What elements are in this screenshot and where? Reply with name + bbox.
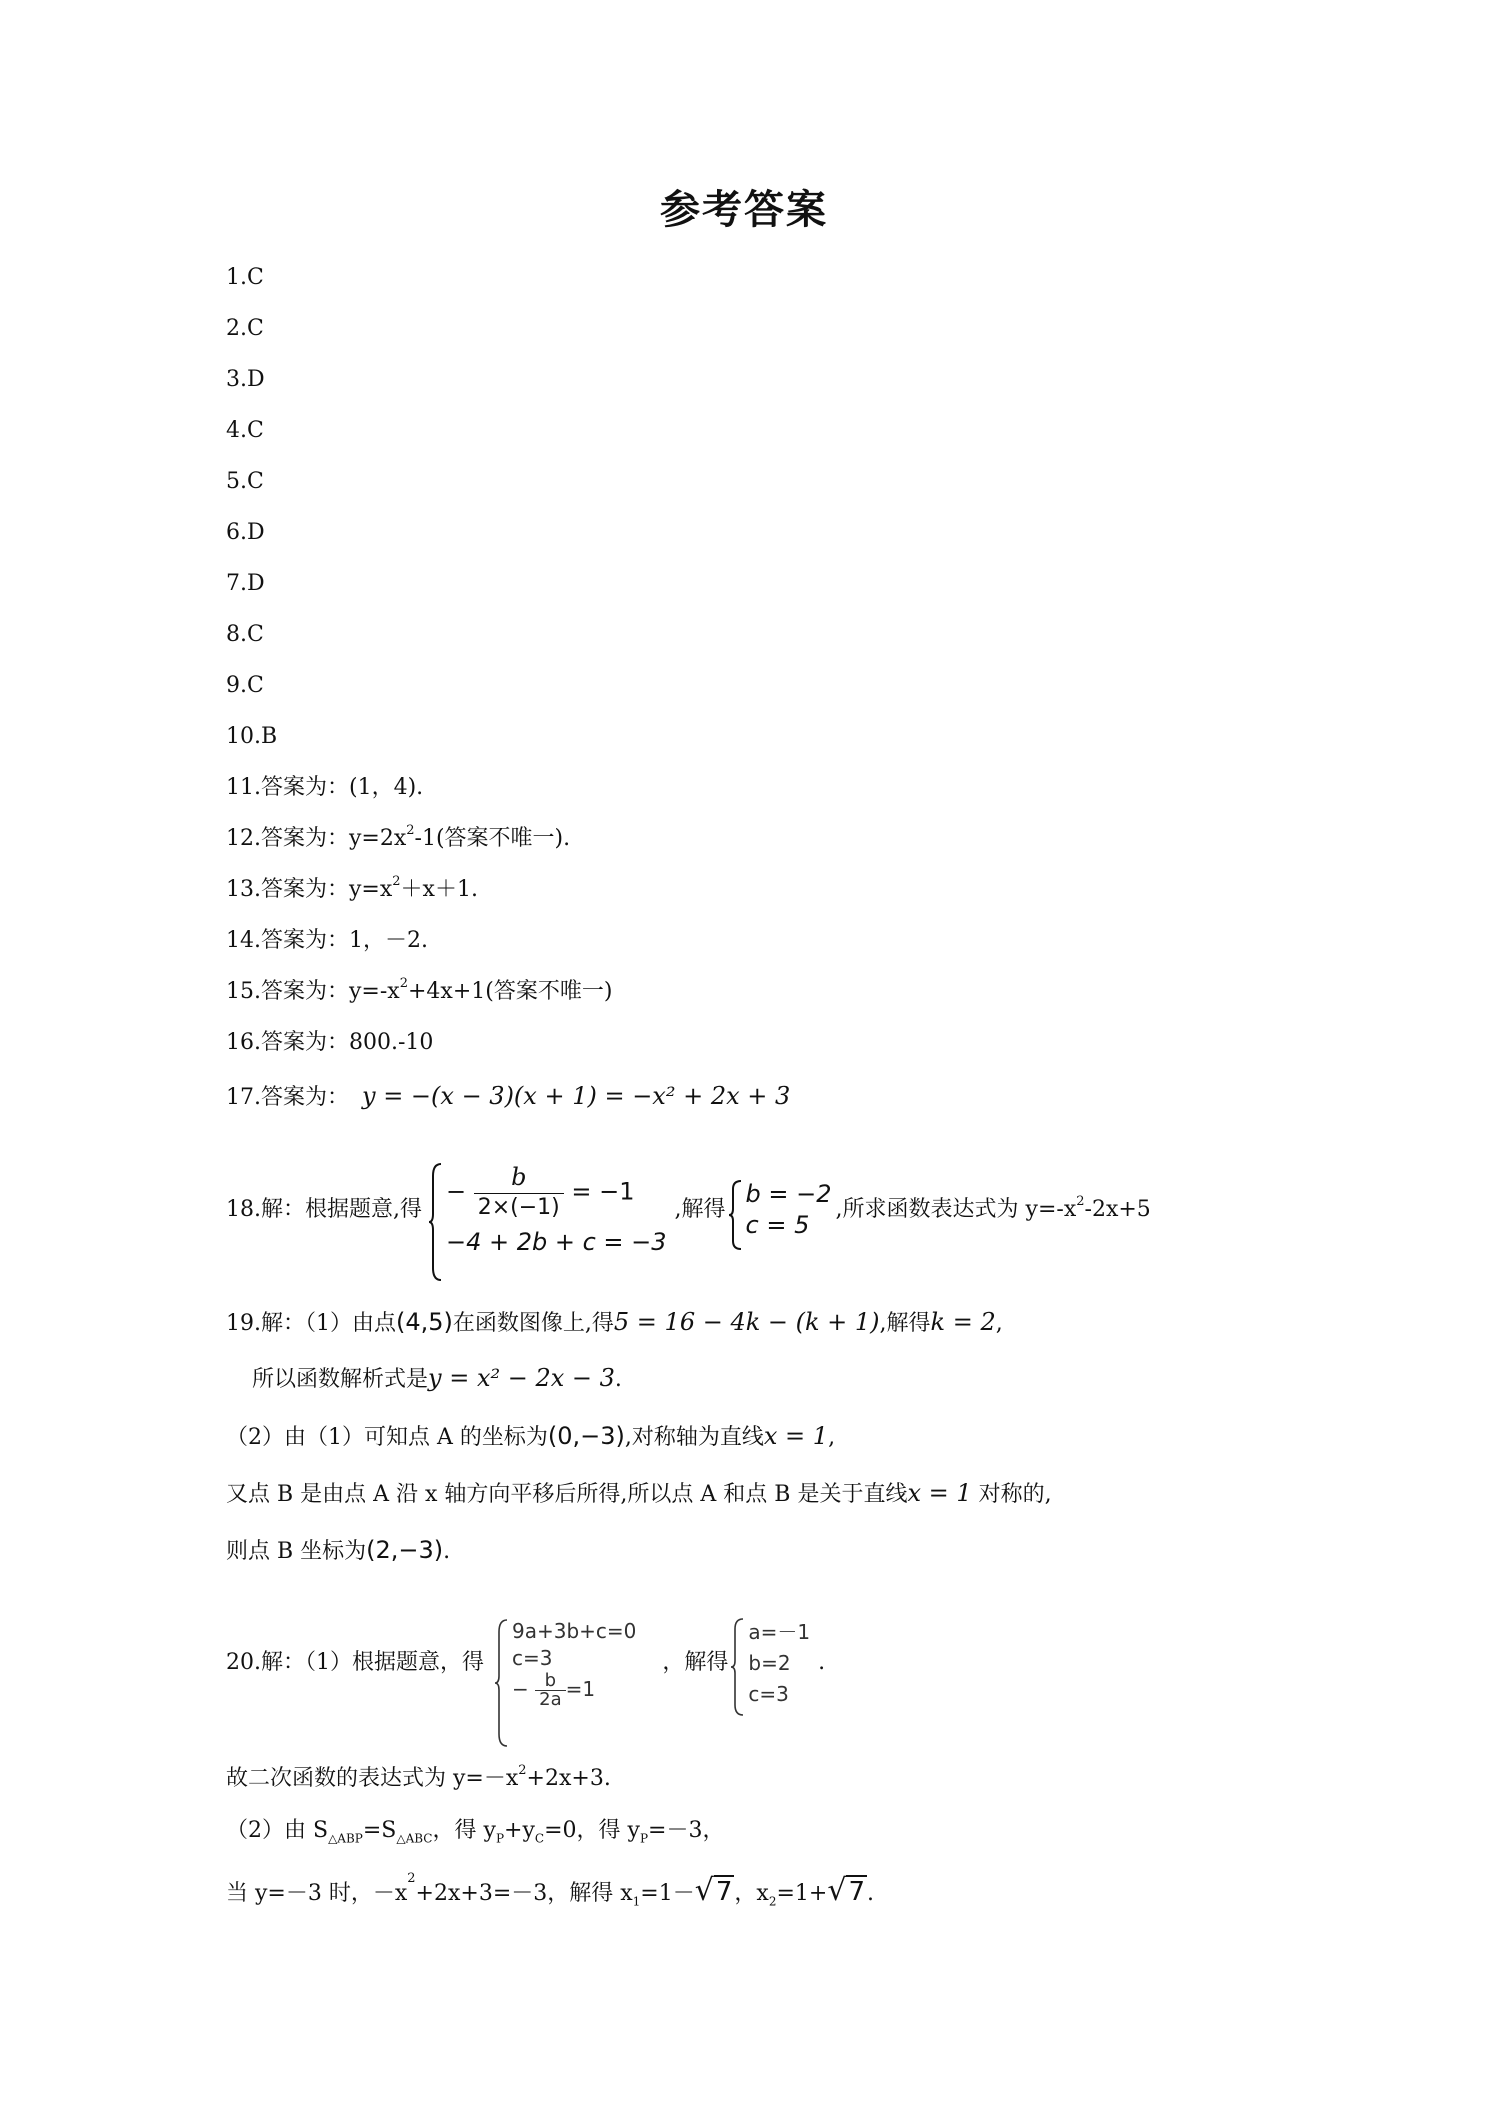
answer-15: 15.答案为：$y=-x^2+4x+1$(答案不唯一) — [226, 976, 613, 1004]
square-root: √7 — [694, 1873, 733, 1908]
left-brace-icon — [728, 1179, 742, 1251]
q20-line-2: 故二次函数的表达式为 $y=-x^2+2x+3$. — [226, 1763, 611, 1791]
page-title: 参考答案 — [660, 187, 828, 233]
q19-line-2: 所以函数解析式是y = x² − 2x − 3. — [252, 1364, 622, 1392]
answer-17-equation: y = −(x − 3)(x + 1) = −x² + 2x + 3 — [362, 1082, 791, 1110]
q19-line-4: 又点 B 是由点 A 沿 x 轴方向平移后所得,所以点 A 和点 B 是关于直线x = 1 对称的, — [226, 1479, 1052, 1507]
q20-system-2: a=－1 b=2 c=3 — [730, 1617, 810, 1710]
left-brace-icon — [730, 1617, 744, 1717]
question-18: 18.解：根据题意,得 − $\frac{b}{2\times(-1)}$ = −1 −4 + 2b + c = −3 ,解得 b = −2 c = 5 ,所求函数表达式为 $y=-x^2-2x+5$ — [226, 1150, 1151, 1270]
answer-17: 17.答案为： y = −(x − 3)(x + 1) = −x² + 2x + 3 — [226, 1082, 791, 1110]
q18-system-1: − $\frac{b}{2\times(-1)}$ = −1 −4 + 2b + c = −3 — [428, 1162, 667, 1258]
answer-12: 12.答案为：$y=2x^2-1$(答案不唯一). — [226, 823, 571, 851]
q19-line-1: 19.解：（1）由点(4,5)在函数图像上,得5 = 16 − 4k − (k + 1),解得k = 2, — [226, 1308, 1003, 1336]
answer-2: 2.C — [226, 316, 264, 341]
left-brace-icon — [428, 1162, 442, 1282]
left-brace-icon — [494, 1618, 508, 1748]
square-root: √7 — [827, 1873, 866, 1908]
answer-3: 3.D — [226, 367, 265, 392]
answer-16: 16.答案为：800.-10 — [226, 1030, 434, 1055]
q20-line-3: （2）由 $S_{\triangle ABP}=S_{\triangle ABC}$，得 $y_P+y_C=0$，得 $y_P=-3$， — [226, 1818, 725, 1846]
answer-4: 4.C — [226, 418, 264, 443]
q19-line-5: 则点 B 坐标为(2,−3). — [226, 1536, 451, 1564]
q20-line-4: 当 y=－3 时，$-x^2+2x+3=-3$，解得 $x_1=1-√7$，$x_2=1+√7$. — [226, 1871, 875, 1909]
q18-system-2: b = −2 c = 5 — [728, 1179, 832, 1241]
answer-7: 7.D — [226, 571, 265, 596]
answer-10: 10.B — [226, 724, 278, 749]
question-20: 20.解：（1）根据题意，得 9a+3b+c=0 c=3 − $\frac{b}{2a}$ =1 ，解得 a=－1 b=2 c=3 . — [226, 1598, 825, 1728]
answer-14: 14.答案为：1，－2. — [226, 928, 428, 953]
answer-1: 1.C — [226, 265, 264, 290]
answer-8: 8.C — [226, 622, 264, 647]
answer-13: 13.答案为：$y=x^2+x+1$. — [226, 874, 478, 902]
q20-system-1: 9a+3b+c=0 c=3 − $\frac{b}{2a}$ =1 — [494, 1618, 636, 1709]
answer-9: 9.C — [226, 673, 264, 698]
answer-5: 5.C — [226, 469, 264, 494]
q19-line-3: （2）由（1）可知点 A 的坐标为(0,−3),对称轴为直线x = 1, — [226, 1422, 836, 1450]
answer-11: 11.答案为：(1，4). — [226, 775, 424, 800]
answer-6: 6.D — [226, 520, 265, 545]
